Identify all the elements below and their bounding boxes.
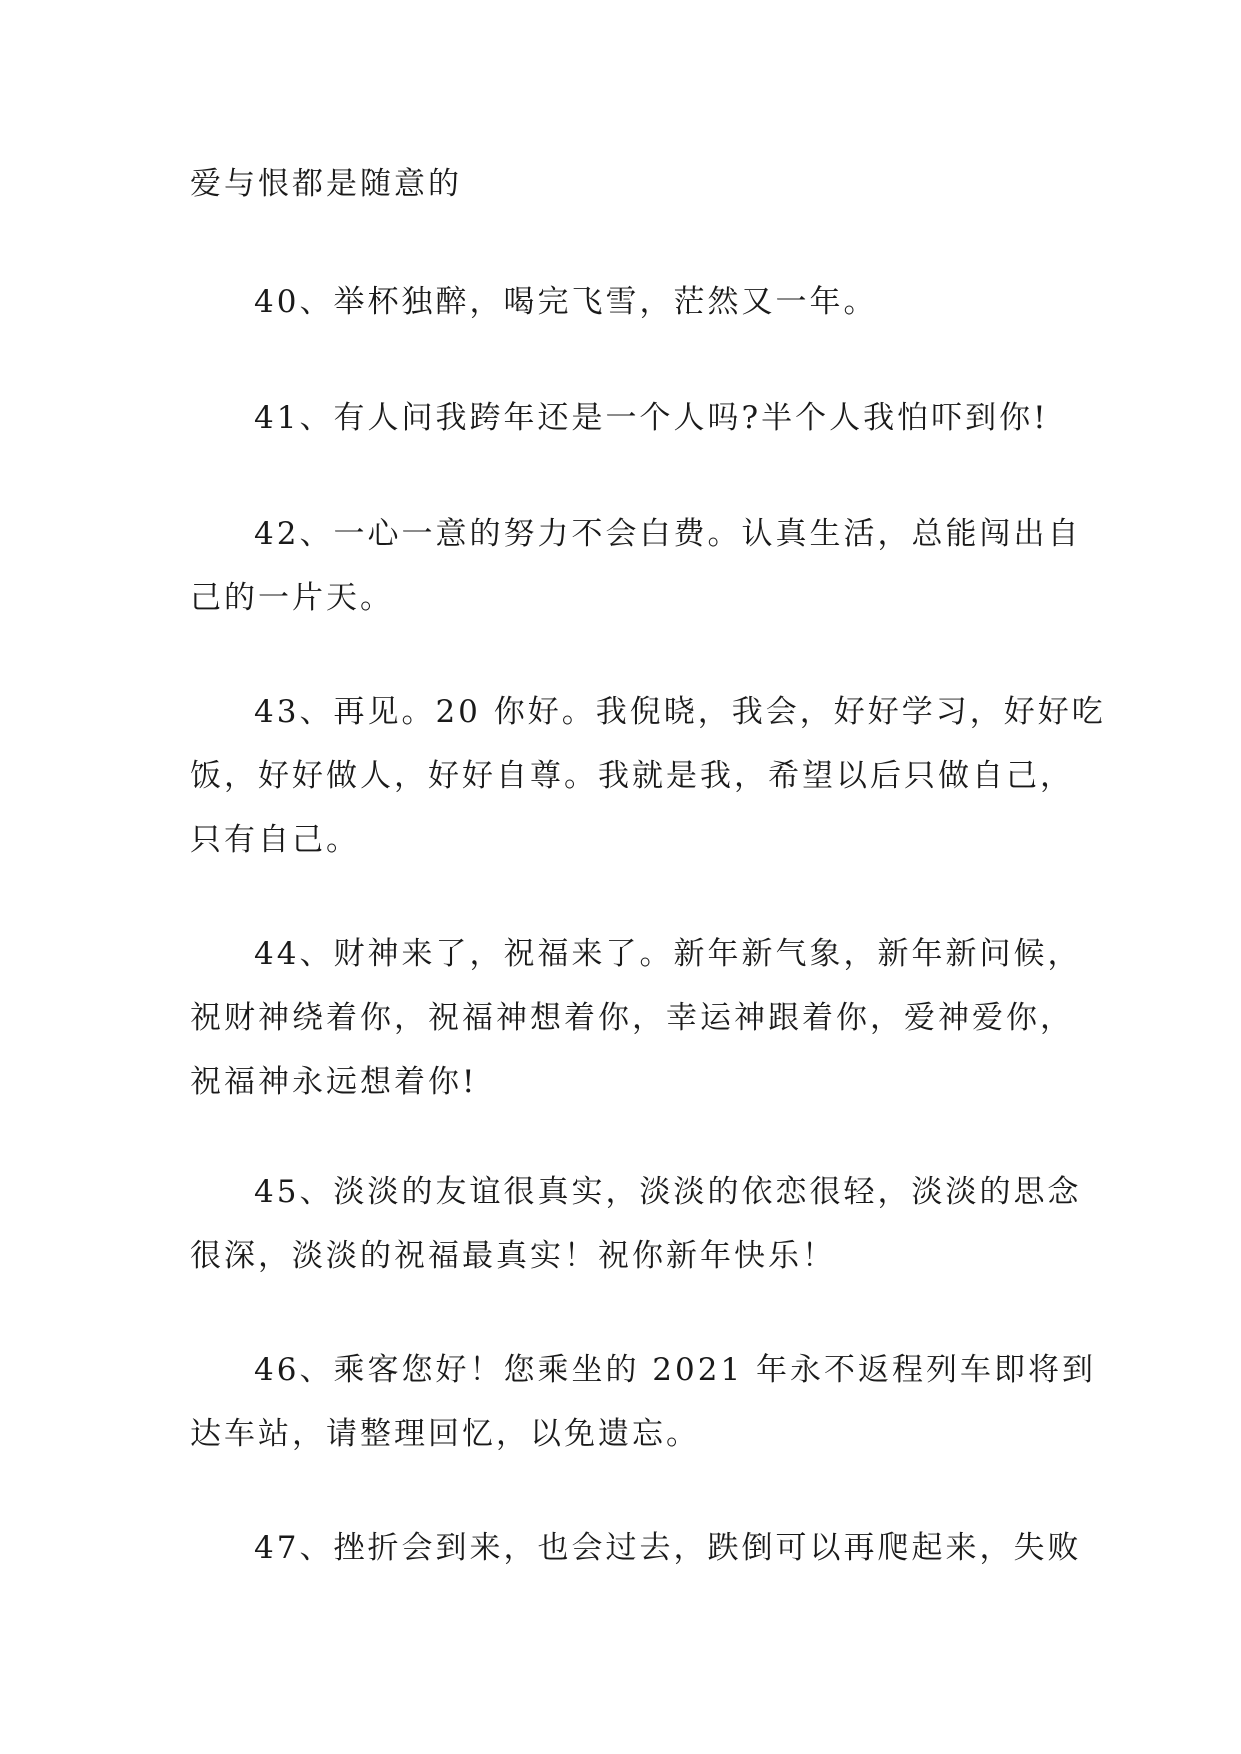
text-line: 42、一心一意的努力不会白费。认真生活，总能闯出自 [254,516,1082,552]
text-line: 爱与恨都是随意的 [190,166,462,202]
text-line: 己的一片天。 [190,580,394,616]
paragraph-45 [190,1160,1082,1288]
paragraph-42 [190,502,1082,630]
paragraph-44 [190,922,1082,1114]
text-line: 祝福神永远想着你! [190,1064,478,1100]
text-line: 44、财神来了，祝福来了。新年新气象，新年新问候， [254,936,1082,972]
text-line: 饭，好好做人，好好自尊。我就是我，希望以后只做自己， [190,758,1074,794]
text-line: 45、淡淡的友谊很真实，淡淡的依恋很轻，淡淡的思念 [254,1174,1082,1210]
text-line: 只有自己。 [190,822,360,858]
paragraph-46 [190,1338,1097,1466]
paragraph-47 [190,1516,1082,1580]
paragraph-39-tail [190,152,1070,216]
text-line: 40、举杯独醉，喝完飞雪，茫然又一年。 [254,284,878,320]
paragraph-40 [190,270,1070,334]
text-line: 41、有人问我跨年还是一个人吗?半个人我怕吓到你! [254,400,1049,436]
text-line: 46、乘客您好！您乘坐的 2021 年永不返程列车即将到 [254,1352,1097,1388]
text-line: 43、再见。20 你好。我倪晓，我会，好好学习，好好吃 [254,694,1106,730]
text-line: 祝财神绕着你，祝福神想着你，幸运神跟着你，爱神爱你， [190,1000,1074,1036]
text-line: 达车站，请整理回忆，以免遗忘。 [190,1416,700,1452]
paragraph-43 [190,680,1106,872]
text-line: 很深，淡淡的祝福最真实！祝你新年快乐！ [190,1238,836,1274]
paragraph-41 [190,386,1070,450]
text-line: 47、挫折会到来，也会过去，跌倒可以再爬起来，失败 [254,1530,1082,1566]
